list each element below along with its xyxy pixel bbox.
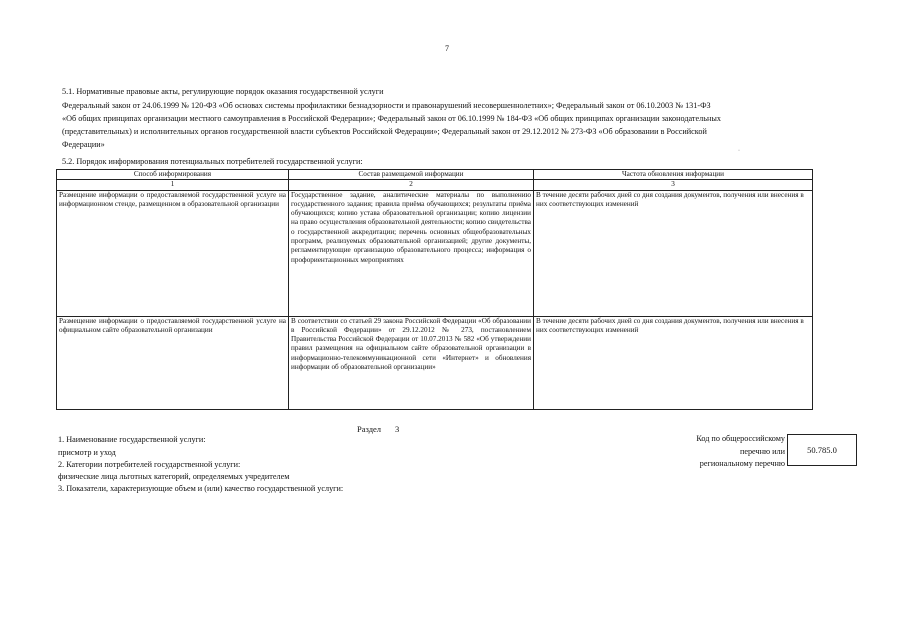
consumer-category-value: физические лица льготных категорий, определяемых учредителем	[58, 472, 290, 481]
content-cell: В соответствии со статьей 29 закона Российской Федерации «Об образовании в Российской Федерации» от 29.12.2012 № 273, постановлением Правительства Российской Федерации от 10.07.2013 № 582 «Об утверждении правил размещения на официальном сайте образовательной организации в информационно-телекоммуникационной сети «Интернет» и обновления информации об образовательной организации»	[289, 316, 534, 409]
code-label-line: перечню или	[739, 447, 785, 456]
method-cell: Размещение информации о предоставляемой государственной услуге на официальном сайте образовательной организации	[57, 316, 289, 409]
table-header-row	[57, 170, 813, 180]
consumer-category-label: 2. Категории потребителей государственной услуги:	[58, 460, 241, 469]
scan-speck: ·	[738, 148, 740, 154]
table-row	[57, 316, 813, 409]
column-header: Частота обновления информации	[534, 170, 813, 180]
column-header: Способ информирования	[57, 170, 289, 180]
section-5-1-line: «Об общих принципах организации местного самоуправления в Российской Федерации»; Федеральный закон от 06.10.1999 № 184-ФЗ «Об общих принципах организации законодательных	[62, 114, 721, 123]
column-number: 2	[289, 180, 534, 190]
code-label-line: региональному перечню	[699, 459, 785, 468]
service-name-value: присмотр и уход	[58, 448, 116, 457]
column-number: 3	[534, 180, 813, 190]
indicators-label: 3. Показатели, характеризующие объем и (или) качество государственной услуги:	[58, 484, 344, 493]
service-name-label: 1. Наименование государственной услуги:	[58, 435, 206, 444]
section-title	[357, 424, 399, 434]
razdel-label: Раздел	[357, 424, 382, 434]
column-header: Состав размещаемой информации	[289, 170, 534, 180]
section-5-2-heading: 5.2. Порядок информирования потенциальных потребителей государственной услуги:	[62, 157, 363, 166]
page-number: 7	[445, 44, 449, 53]
registry-code-box: 50.785.0	[787, 434, 857, 466]
frequency-cell: В течение десяти рабочих дней со дня создания документов, получения или внесения в них соответствующих изменений	[534, 190, 813, 316]
section-5-1-heading: 5.1. Нормативные правовые акты, регулирующие порядок оказания государственной услуги	[62, 87, 384, 96]
method-cell: Размещение информации о предоставляемой государственной услуге на информационном стенде, размещенном в образовательной организации	[57, 190, 289, 316]
section-5-1-line: (представительных) и исполнительных органов государственной власти субъектов Российской Федерации»; Федеральный закон от 29.12.2012 № 273-ФЗ «Об образовании в Российской	[62, 127, 707, 136]
code-label-line: Код по общероссийскому	[696, 434, 785, 443]
section-5-1-line: Федерации»	[62, 140, 105, 149]
informing-table	[56, 169, 813, 410]
table-row	[57, 190, 813, 316]
section-5-1-line: Федеральный закон от 24.06.1999 № 120-ФЗ «Об основах системы профилактики безнадзорности и правонарушений несовершеннолетних»; Федеральный закон от 06.10.2003 № 131-ФЗ	[62, 101, 711, 110]
frequency-cell: В течение десяти рабочих дней со дня создания документов, получения или внесения в них соответствующих изменений	[534, 316, 813, 409]
table-number-row	[57, 180, 813, 190]
column-number: 1	[57, 180, 289, 190]
razdel-number: 3	[395, 424, 400, 434]
content-cell: Государственное задание, аналитические материалы по выполнению государственного задания; правила приёма обучающихся; результаты приёма обучающихся; копию устава образовательной организации; копию лицензии на право осуществления образовательной деятельности; копию свидетельства о государственной аккредитации; перечень основных общеобразовательных программ, реализуемых образовательной организацией; другие документы, регламентирующие организацию образовательного процесса; информация о профориентационных мероприятиях	[289, 190, 534, 316]
